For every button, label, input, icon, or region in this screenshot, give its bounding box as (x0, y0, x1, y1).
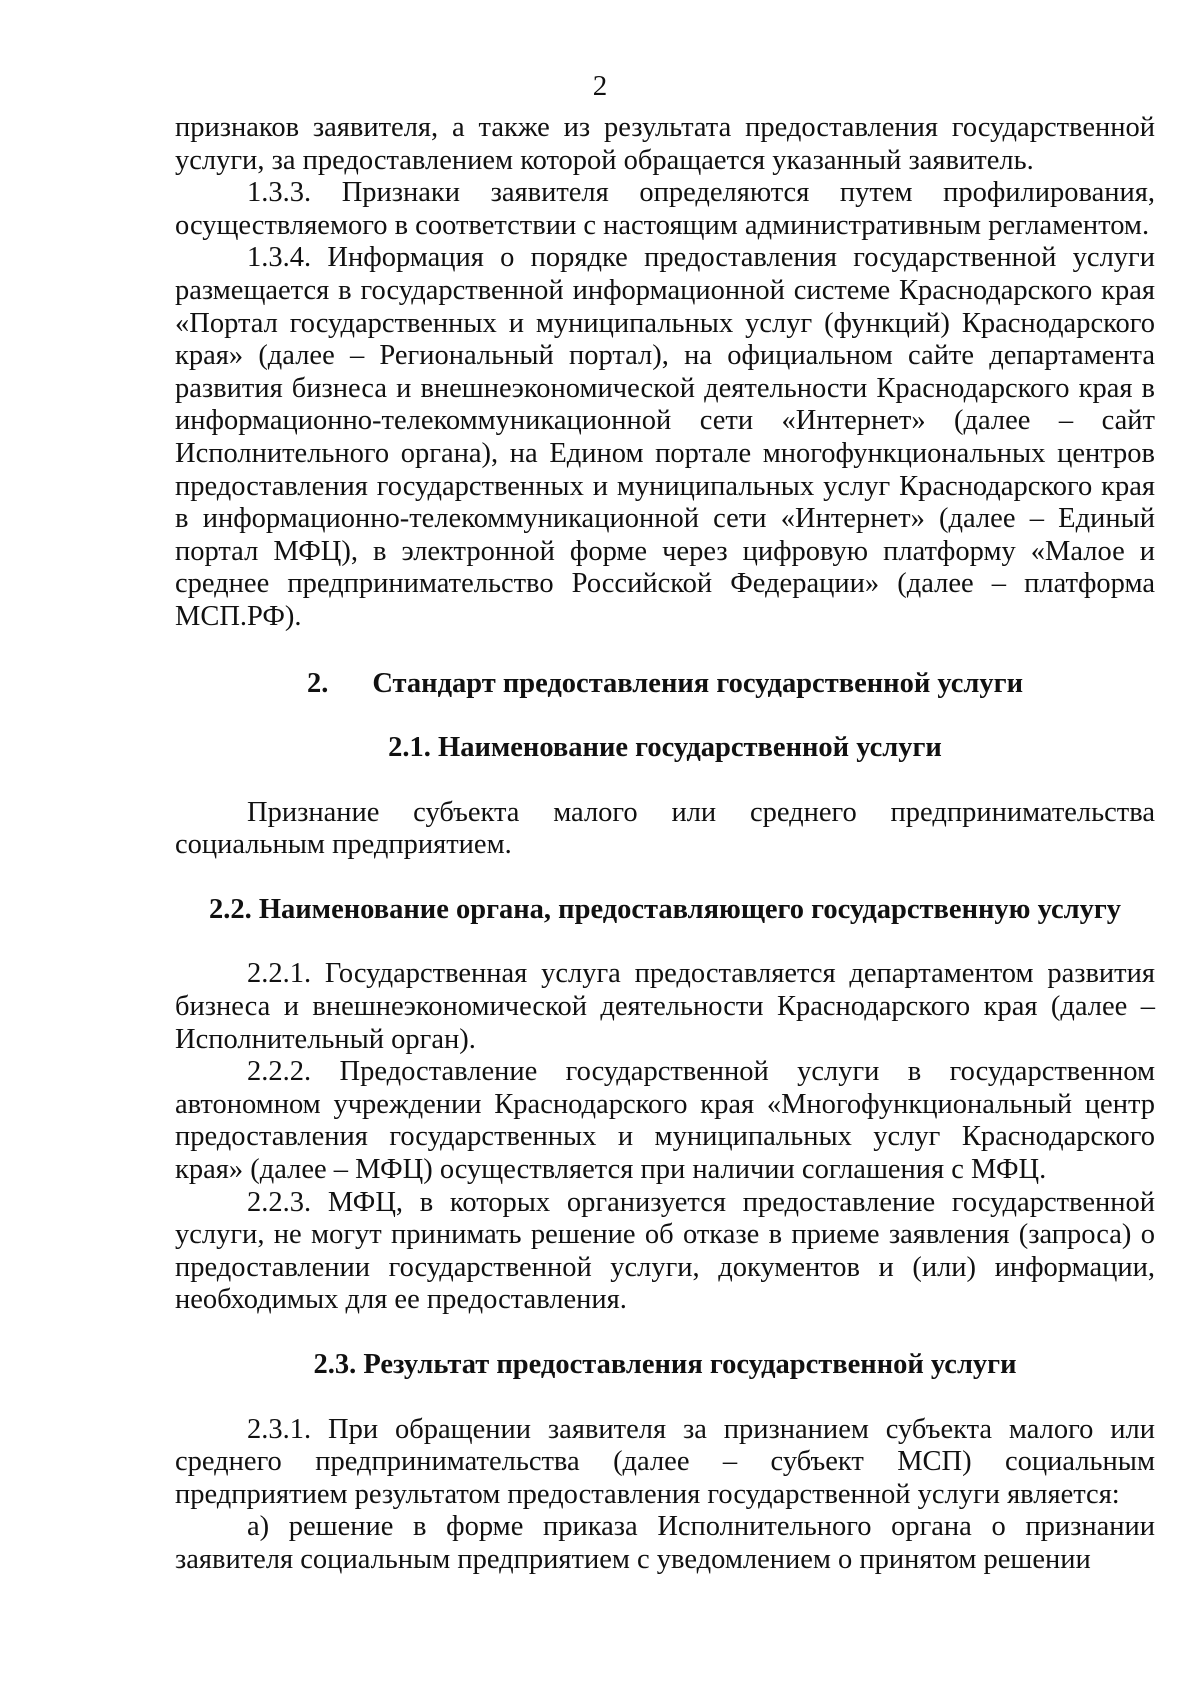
section-2-heading (175, 668, 1155, 701)
section-2-2-heading: 2.2. Наименование органа, предоставляющего государственную услугу (208, 893, 1122, 925)
paragraph-continuation: признаков заявителя, а также из результата предоставления государственной услуги, за предоставлением которой обращается указанный заявитель. (175, 112, 1155, 176)
paragraph-2-1: Признание субъекта малого или среднего предпринимательства социальным предприятием. (175, 796, 1155, 861)
section-2-number: 2. (306, 667, 329, 699)
paragraph-2-2-3: 2.2.3. МФЦ, в которых организуется предоставление государственной услуги, не могут принимать решение об отказе в приеме заявления (запроса) о предоставлении государственной услуги, документов и (или) информации, необходимых для ее предоставления. (175, 1186, 1155, 1316)
paragraph-2-2-2: 2.2.2. Предоставление государственной услуги в государственном автономном учреждении Краснодарского края «Многофункциональный центр предоставления государственных и муниципальных услуг Краснодарского края» (далее – МФЦ) осуществляется при наличии соглашения с МФЦ. (175, 1056, 1155, 1186)
paragraph-2-3-1: 2.3.1. При обращении заявителя за признанием субъекта малого или среднего предпринимательства (далее – субъект МСП) социальным предприятием результатом предоставления государственной услуги является: (175, 1413, 1155, 1510)
paragraph-2-3-1-a: а) решение в форме приказа Исполнительного органа о признании заявителя социальным предприятием с уведомлением о принятом решении (175, 1511, 1155, 1575)
section-2-3-heading: 2.3. Результат предоставления государственной услуги (313, 1349, 1017, 1380)
paragraph-2-2-1: 2.2.1. Государственная услуга предоставляется департаментом развития бизнеса и внешнеэкономической деятельности Краснодарского края (далее – Исполнительный орган). (175, 958, 1155, 1055)
section-2-1-heading: 2.1. Наименование государственной услуги (388, 732, 942, 764)
document-body (175, 112, 1155, 1577)
paragraph-1-3-4: 1.3.4. Информация о порядке предоставления государственной услуги размещается в государственной информационной системе Краснодарского края «Портал государственных и муниципальных услуг (функций) Краснодарского края» (далее – Региональный портал), на официальном сайте департамента развития бизнеса и внешнеэкономической деятельности Краснодарского края в информационно-телекоммуникационной сети «Интернет» (далее – сайт Исполнительного органа), на Едином портале многофункциональных центров предоставления государственных и муниципальных услуг Краснодарского края в информационно-телекоммуникационной сети «Интернет» (далее – Единый портал МФЦ), в электронной форме через цифровую платформу «Малое и среднее предпринимательство Российской Федерации» (далее – платформа МСП.РФ). (175, 242, 1155, 632)
paragraph-1-3-3: 1.3.3. Признаки заявителя определяются путем профилирования, осуществляемого в соответствии с настоящим административным регламентом. (175, 177, 1155, 241)
page-number: 2 (592, 70, 608, 102)
section-2-title: Стандарт предоставления государственной услуги (372, 667, 1024, 699)
